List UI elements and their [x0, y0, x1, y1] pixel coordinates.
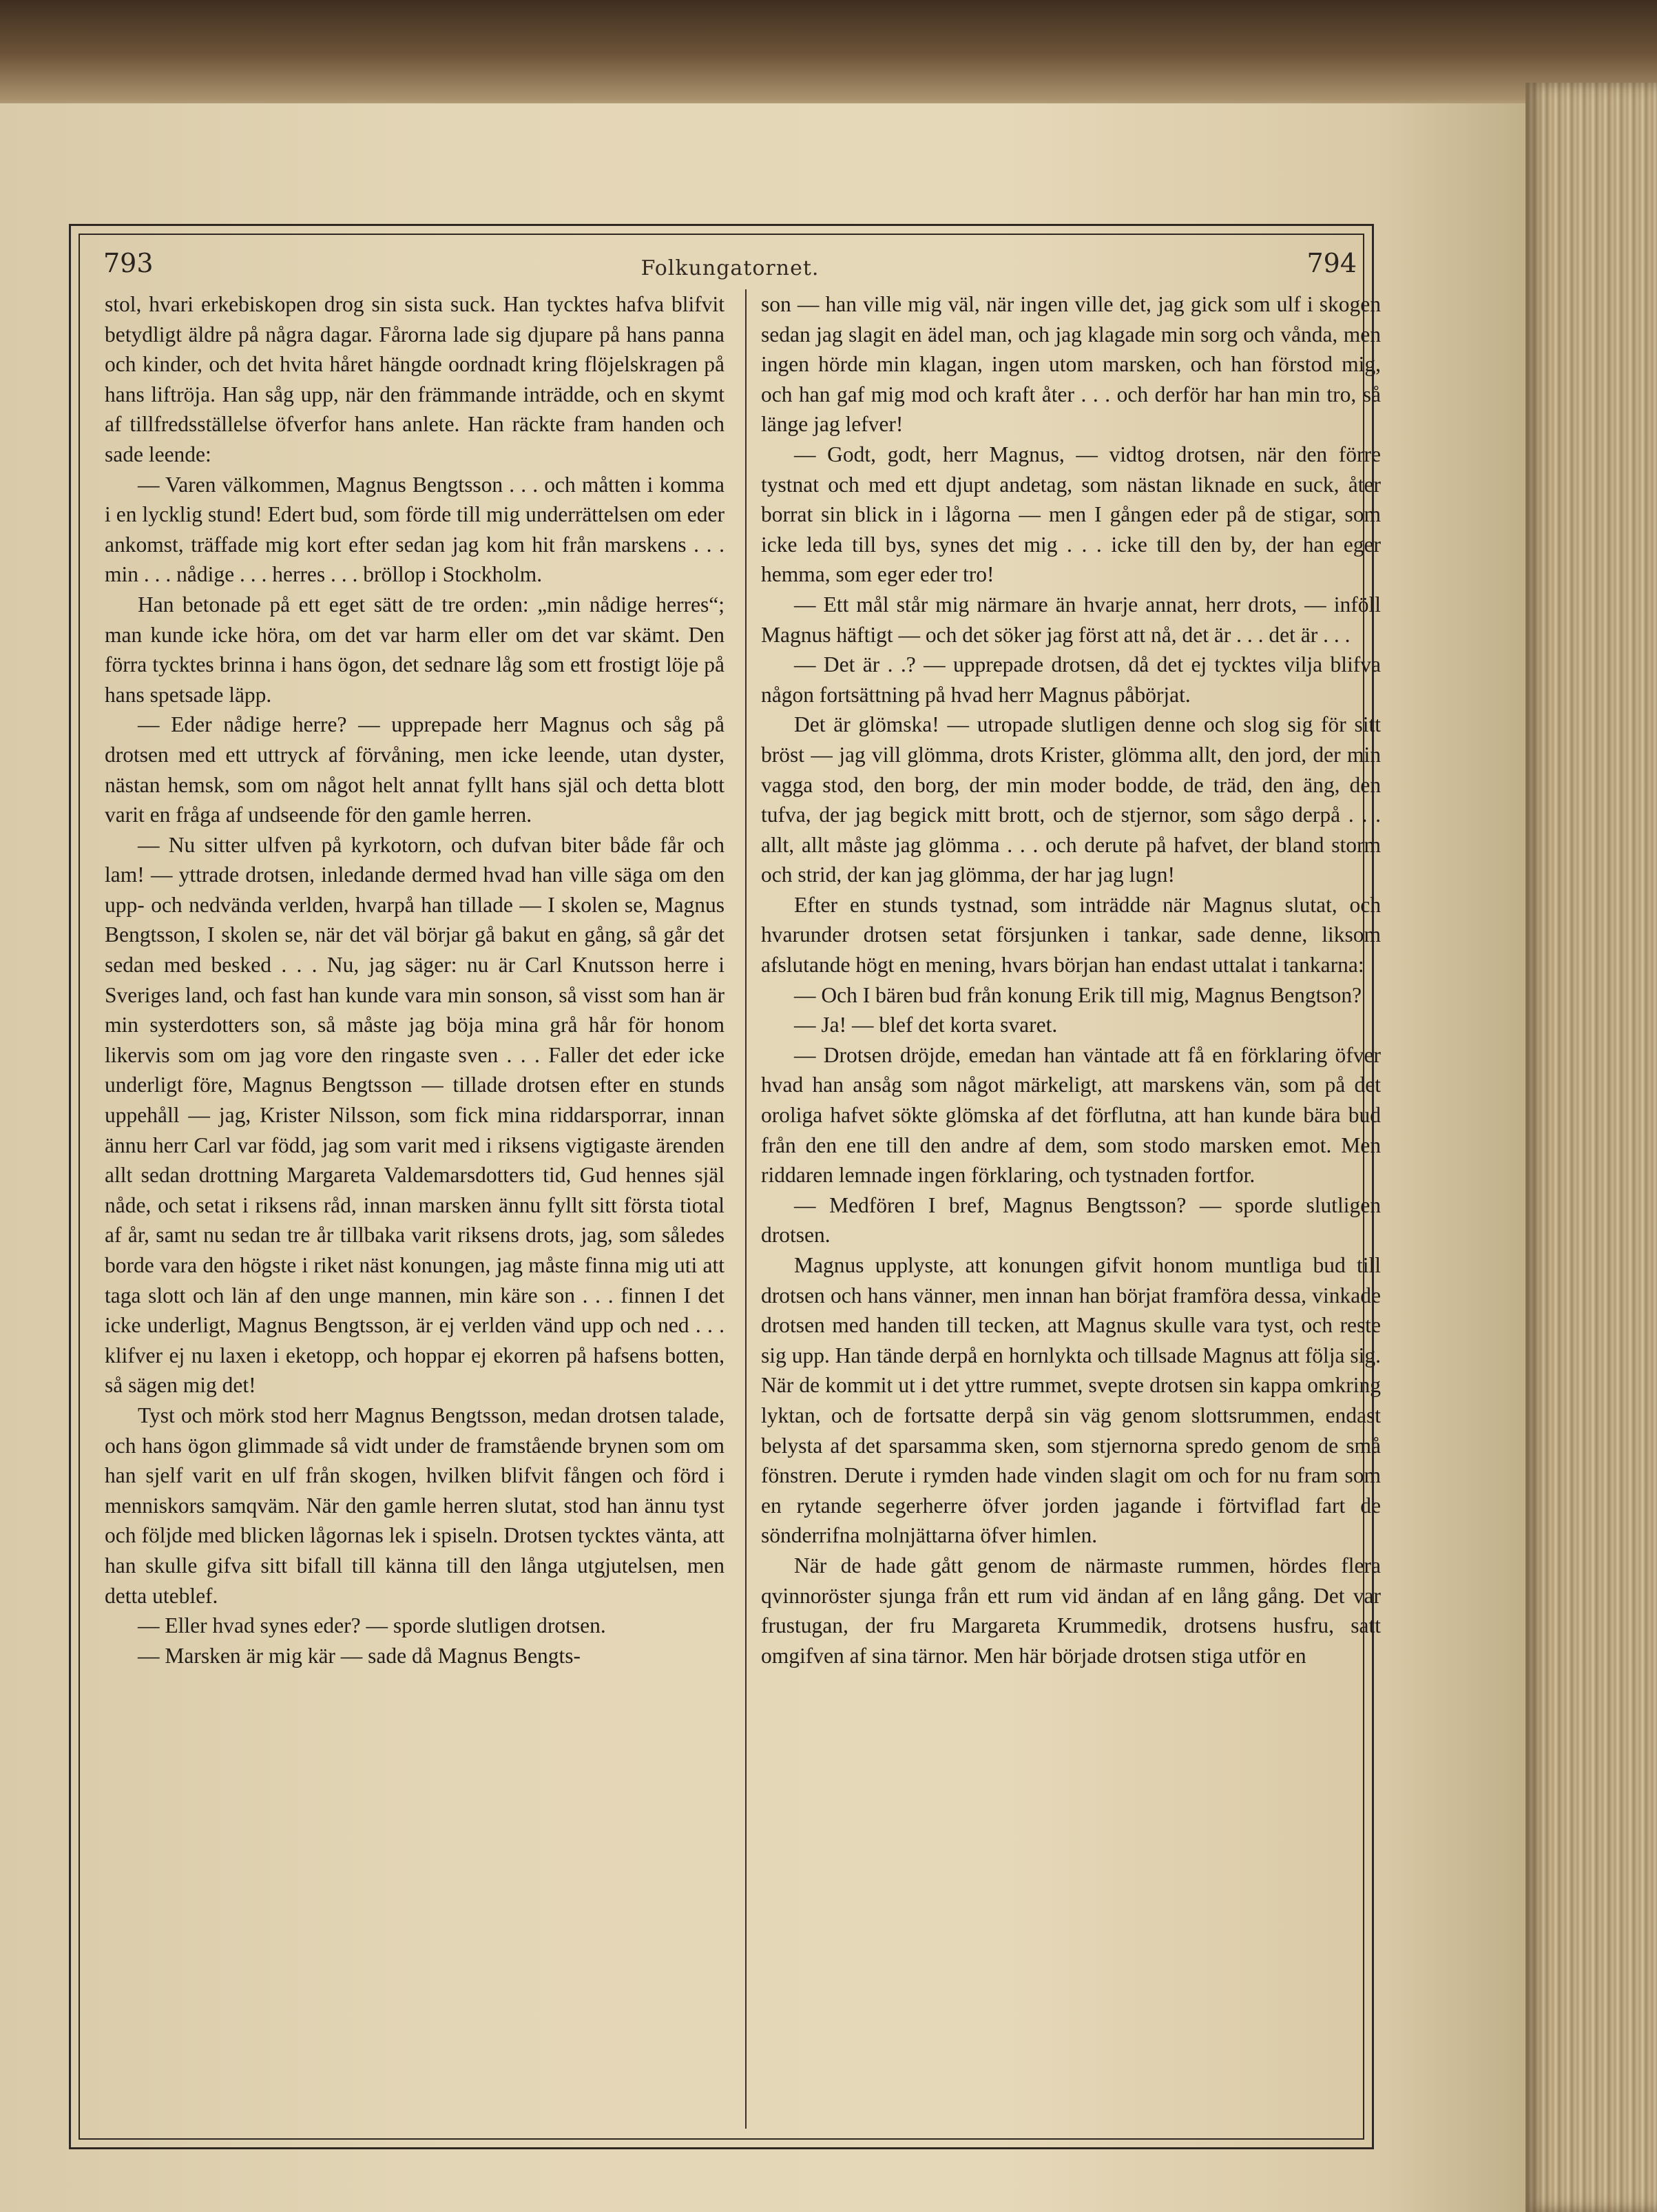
paragraph: Det är glömska! — utropade slutligen denne och slog sig för sitt bröst — jag vill glömma, drots Krister, glömma allt, den jord, der min vagga stod, den borg, der min moder bodde, de träd, den äng, den tufva, der jag begick mitt brott, och de stjernor, som sågo derpå . . . allt, allt måste jag glömma . . . och derute på hafvet, der bland storm och strid, der kan jag glömma, der har jag lugn!	[761, 712, 1381, 887]
paragraph: — Ja! — blef det korta svaret.	[794, 1013, 1058, 1037]
paragraph: — Varen välkommen, Magnus Bengtsson . . . och måtten i komma i en lycklig stund! Edert bud, som förde till mig underrättelsen om eder ankomst, träffade mig kort efter sedan jag kom hit från marskens . . . min . . . nådige . . . herres . . . bröllop i Stockholm.	[105, 472, 725, 587]
paragraph: stol, hvari erkebiskopen drog sin sista suck. Han tycktes hafva blifvit betydligt äldre på några dagar. Fårorna lade sig djupare på hans panna och kinder, och det hvita håret hängde oordnadt kring flöjelskragen på hans liftröja. Han såg upp, när den främmande inträdde, och en skymt af tillfredsställelse öfverfor hans anlete. Han räckte fram handen och sade leende:	[105, 292, 725, 466]
paragraph: När de hade gått genom de närmaste rummen, hördes flera qvinnoröster sjunga från ett rum vid ändan af en lång gång. Det var frustugan, der fru Margareta Krummedik, drotsens husfru, satt omgifven af sina tärnor. Men här började drotsen stiga utför en	[761, 1553, 1381, 1668]
running-title: Folkungatornet.	[640, 256, 820, 280]
paragraph: — Och I bären bud från konung Erik till mig, Magnus Bengtson?	[794, 982, 1362, 1007]
paragraph: Han betonade på ett eget sätt de tre orden: „min nådige herres“; man kunde icke höra, om det var harm eller om det var skämt. Den förra tycktes brinna i hans ögon, det sednare låg som ett frostigt löje på hans spetsade läpp.	[105, 592, 725, 707]
paragraph: son — han ville mig väl, när ingen ville det, jag gick som ulf i skogen sedan jag slagit en ädel man, och jag klagade min sorg och vånda, men ingen hörde min klagan, ingen utom marsken, och han förstod mig, och han gaf mig mod och kraft åter . . . och derför har han min tro, så länge jag lefver!	[761, 292, 1381, 437]
paragraph: — Ett mål står mig närmare än hvarje annat, herr drots, — inföll Magnus häftigt — och det söker jag först att nå, det är . . . det är . . .	[761, 592, 1381, 647]
paragraph: — Medfören I bref, Magnus Bengtsson? — sporde slutligen drotsen.	[761, 1192, 1381, 1248]
paragraph: — Godt, godt, herr Magnus, — vidtog drotsen, när den förre tystnat och med ett djupt andetag, som nästan liknade en suck, åter borrat sin blick in i lågorna — men I gången eder på de stigar, som icke leda till bys, synes det mig . . . icke till den by, der han eger hemma, som eger eder tro!	[761, 442, 1381, 587]
paragraph: — Drotsen dröjde, emedan han väntade att få en förklaring öfver hvad han ansåg som något märkeligt, att marskens vän, som på det oroliga hafvet sökte glömska af det förflutna, att han kunde bära bud från den ene till den andre af dem, som stodo marsken emot. Men riddaren lemnade ingen förklaring, och tystnaden fortfor.	[761, 1042, 1381, 1188]
page-number-right: 794	[1306, 248, 1357, 278]
paragraph: Efter en stunds tystnad, som inträdde när Magnus slutat, och hvarunder drotsen setat försjunken i tankar, sade denne, liksom afslutande högt en mening, hvars början han endast uttalat i tankarna:	[761, 892, 1381, 978]
text-column-left	[105, 289, 725, 1671]
paragraph: Tyst och mörk stod herr Magnus Bengtsson, medan drotsen talade, och hans ögon glimmade så vidt under de framstående brynen som om han sjelf varit en ulf från skogen, hvilken blifvit fången och förd i menniskors samqväm. När den gamle herren slutat, stod han ännu tyst och följde med blicken lågornas lek i spiseln. Drotsen tycktes vänta, att han skulle gifva sitt bifall till känna till den långa utgjutelsen, men detta uteblef.	[105, 1403, 725, 1608]
paragraph: — Eder nådige herre? — upprepade herr Magnus och såg på drotsen med ett uttryck af förvåning, men icke leende, utan dyster, nästan hemsk, som om något helt annat fyllt hans själ och detta blott varit en fråga af undseende för den gamle herren.	[105, 712, 725, 827]
paragraph: — Det är . .? — upprepade drotsen, då det ej tycktes vilja blifva någon fortsättning på hvad herr Magnus påbörjat.	[761, 652, 1381, 707]
paragraph: — Eller hvad synes eder? — sporde slutligen drotsen.	[138, 1613, 606, 1638]
book-binding-top	[0, 0, 1657, 117]
column-divider	[745, 289, 747, 2129]
page-number-left: 793	[103, 248, 154, 278]
paragraph: — Marsken är mig kär — sade då Magnus Bengts-	[138, 1643, 581, 1668]
text-column-right	[761, 289, 1381, 1671]
paragraph: — Nu sitter ulfven på kyrkotorn, och dufvan biter både får och lam! — yttrade drotsen, inledande dermed hvad han ville säga om den upp- och nedvända verlden, hvarpå han tillade — I skolen se, Magnus Bengtsson, I skolen se, när det väl börjar gå bakut en gång, så går det sedan med besked . . . Nu, jag säger: nu är Carl Knutsson herre i Sveriges land, och fast han kunde vara min sonson, så visst som han är min systerdotters son, så måste jag böja mina grå hår för honom likervis som om jag vore den ringaste sven . . . Faller det eder icke underligt före, Magnus Bengtsson — tillade drotsen efter en stunds uppehåll — jag, Krister Nilsson, som fick mina riddarsporrar, innan ännu herr Carl var född, jag som varit med i riksens vigtigaste ärenden allt sedan drottning Margareta Valdemarsdotters tid, Gud hennes själ nåde, och setat i riksens råd, innan marsken ännu fyllt sitt första tiotal af år, samt nu sedan tre år tillbaka varit riksens drots, jag, som således borde vara den högste i riket näst konungen, jag måste finna mig uti att taga slott och län af den unge mannen, min käre son . . . finnen I det icke underligt, Magnus Bengtsson, är ej verlden vänd upp och ned . . . klifver ej nu laxen i eketopp, och hoppar ej ekorren på hafsens botten, så sägen mig det!	[105, 832, 725, 1398]
paragraph: Magnus upplyste, att konungen gifvit honom muntliga bud till drotsen och hans vänner, men innan han börjat framföra dessa, vinkade drotsen med handen till tecken, att Magnus skulle vara tyst, och reste sig upp. Han tände derpå en hornlykta och tillsade Magnus att följa sig. När de kommit ut i det yttre rummet, svepte drotsen sin kappa omkring lyktan, och de fortsatte derpå sin väg genom slottsrummen, endast belysta af det sparsamma sken, som stjernorna spredo genom de små fönstren. Derute i rymden hade vinden slagit om och for nu fram som en rytande segerherre öfver jorden jagande i förtviflad fart de sönderrifna molnjättarna öfver himlen.	[761, 1253, 1381, 1548]
page-edges-stack	[1525, 83, 1657, 2212]
